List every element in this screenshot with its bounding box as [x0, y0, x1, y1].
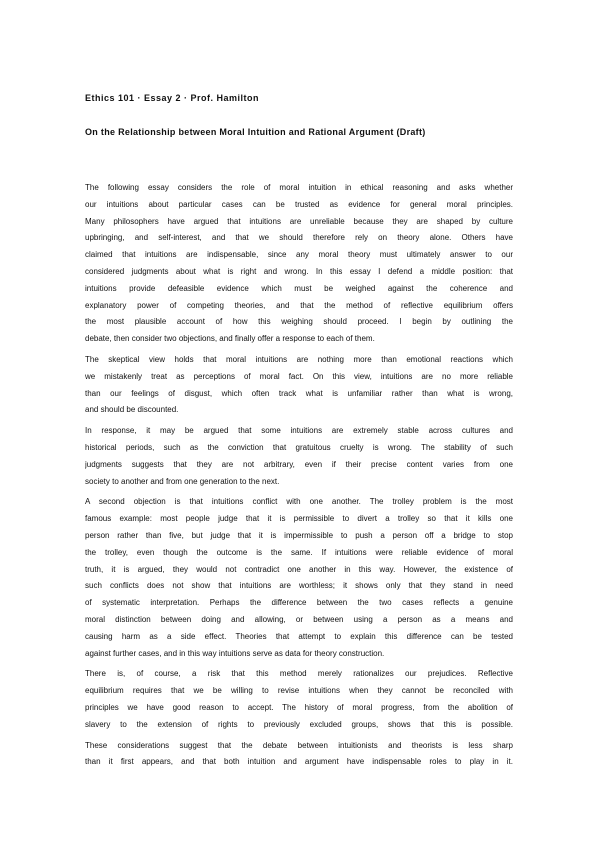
course-header: Ethics 101 · Essay 2 · Prof. Hamilton: [85, 93, 260, 103]
paragraph: [85, 352, 513, 419]
text-line: moral distinction between doing and allowing, or between using a person as a means and: [85, 614, 513, 624]
text-line: the trolley, even though the outcome is the same. If intuitions were reliable evidence of moral: [85, 547, 513, 557]
text-line: than our feelings of disgust, which often track what is unfamiliar rather than what is wrong,: [85, 388, 513, 398]
text-line: famous example: most people judge that it is permissible to divert a trolley so that it kills one: [85, 514, 513, 524]
text-line: principles we have good reason to accept. The history of moral progress, from the abolition of: [85, 702, 513, 712]
text-line: In response, it may be argued that some intuitions are extremely stable across cultures and: [85, 426, 513, 436]
text-line: explanatory power of competing theories, and that the method of reflective equilibrium offers: [85, 300, 513, 310]
text-line: debate, then consider two objections, and finally offer a response to each of them.: [85, 334, 375, 344]
text-line: our intuitions about particular cases can be trusted as evidence for general moral principles.: [85, 199, 513, 209]
text-line: truth, it is argued, they would not contradict one another in this way. However, the existence of: [85, 564, 513, 574]
text-line: judgments suggests that they are not arbitrary, even if their precise content varies from one: [85, 459, 513, 469]
text-line: intuitions provide defeasible evidence which must be weighed against the coherence and: [85, 283, 513, 293]
text-line: slavery to the extension of rights to previously excluded groups, shows that this is possible.: [85, 719, 513, 729]
paragraph: [85, 180, 513, 348]
text-line: we mistakenly treat as perceptions of moral fact. On this view, intuitions are no more reliable: [85, 371, 513, 381]
text-line: causing harm as a side effect. Theories that attempt to explain this difference can be tested: [85, 631, 513, 641]
text-line: the most plausible account of how this weighing should proceed. I begin by outlining the: [85, 317, 513, 327]
text-line: The following essay considers the role of moral intuition in ethical reasoning and asks whether: [85, 183, 513, 192]
essay-title: On the Relationship between Moral Intuition and Rational Argument (Draft): [85, 127, 426, 137]
text-line: considered judgments about what is right and wrong. In this essay I defend a middle position: that: [85, 266, 513, 276]
text-line: These considerations suggest that the debate between intuitionists and theorists is less sharp: [85, 740, 513, 750]
text-line: of systematic interpretation. Perhaps the difference between the two cases reflects a genuine: [85, 598, 513, 608]
text-line: claimed that intuitions are indispensable, since any moral theory must ultimately answer to our: [85, 250, 513, 260]
paragraph: [85, 494, 513, 662]
text-line: and should be discounted.: [85, 405, 179, 415]
text-line: A second objection is that intuitions conflict with one another. The trolley problem is the most: [85, 497, 513, 507]
text-line: than it first appears, and that both intuition and argument have indispensable roles to play in it.: [85, 757, 513, 767]
text-line: person rather than five, but judge that it is impermissible to push a person off a bridge to stop: [85, 530, 513, 540]
text-line: Many philosophers have argued that intuitions are unreliable because they are shaped by culture: [85, 216, 513, 226]
text-line: against further cases, and in this way intuitions serve as data for theory construction.: [85, 648, 385, 658]
text-line: The skeptical view holds that moral intuitions are nothing more than emotional reactions which: [85, 354, 513, 364]
essay-body: [85, 180, 513, 775]
paragraph: [85, 738, 513, 772]
text-line: upbringing, and self-interest, and that we should therefore rely on theory alone. Others have: [85, 233, 513, 243]
paragraph: [85, 423, 513, 490]
text-line: equilibrium requires that we be willing to revise intuitions when they cannot be reconciled with: [85, 686, 513, 696]
text-line: society to another and from one generation to the next.: [85, 476, 280, 486]
text-line: such conflicts does not show that intuitions are worthless; it shows only that they stand in need: [85, 581, 513, 591]
text-line: historical periods, such as the conviction that gratuitous cruelty is wrong. The stability of such: [85, 442, 513, 452]
text-line: There is, of course, a risk that this method merely rationalizes our prejudices. Reflective: [85, 669, 513, 679]
paragraph: [85, 666, 513, 733]
